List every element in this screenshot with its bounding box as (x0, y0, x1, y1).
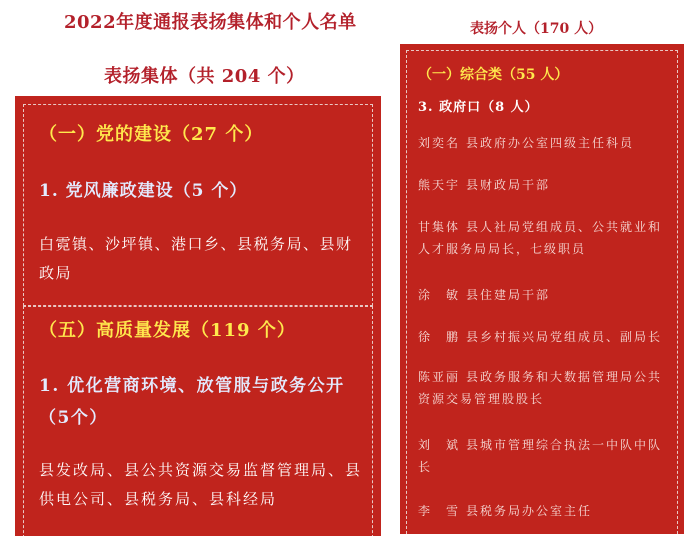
individual-panel (400, 44, 684, 534)
individual-section-title: 表扬个人（170 人） (470, 21, 603, 37)
list-item (418, 174, 670, 196)
high-quality-development-heading: （五）高质量发展（119 个） (39, 320, 296, 341)
list-item (418, 132, 670, 154)
list-item (418, 366, 670, 410)
business-environment-subheading: 1. 优化营商环境、放管服与政务公开（5个） (39, 376, 345, 428)
person-name: 李 雪 (418, 504, 461, 518)
person-title: 县财政局干部 (466, 178, 551, 192)
person-title: 县税务局办公室主任 (466, 504, 593, 518)
list-item (418, 326, 670, 348)
list-item (418, 434, 670, 478)
comprehensive-category-heading: （一）综合类（55 人） (418, 67, 569, 83)
person-name: 陈亚丽 (418, 370, 461, 384)
person-name: 刘奕名 (418, 136, 461, 150)
person-title: 县乡村振兴局党组成员、副局长 (466, 330, 663, 344)
person-name: 涂 敏 (418, 288, 461, 302)
party-building-heading: （一）党的建设（27 个） (39, 124, 264, 145)
list-item (418, 284, 670, 306)
collective-section-title: 表扬集体（共 204 个） (104, 66, 305, 87)
person-title: 县政府办公室四级主任科员 (466, 136, 635, 150)
page-title: 2022年度通报表扬集体和个人名单 (64, 12, 357, 33)
integrity-collective-list: 白霓镇、沙坪镇、港口乡、县税务局、县财政局 (39, 235, 353, 282)
person-title: 县城市管理综合执法一中队中队长 (418, 438, 663, 474)
list-item (418, 500, 670, 522)
collective-panel (15, 96, 381, 536)
person-name: 刘 斌 (418, 438, 461, 452)
government-group-heading: 3. 政府口（8 人） (418, 100, 539, 115)
person-name: 徐 鹏 (418, 330, 461, 344)
person-title: 县人社局党组成员、公共就业和人才服务局局长，七级职员 (418, 220, 663, 256)
person-name: 熊天宇 (418, 178, 461, 192)
business-environment-collective-list: 县发改局、县公共资源交易监督管理局、县供电公司、县税务局、县科经局 (39, 461, 363, 508)
person-title: 县政务服务和大数据管理局公共资源交易管理股股长 (418, 370, 663, 406)
integrity-subheading: 1. 党风廉政建设（5 个） (39, 181, 248, 201)
list-item (418, 216, 670, 260)
person-name: 甘集体 (418, 220, 461, 234)
person-title: 县住建局干部 (466, 288, 551, 302)
